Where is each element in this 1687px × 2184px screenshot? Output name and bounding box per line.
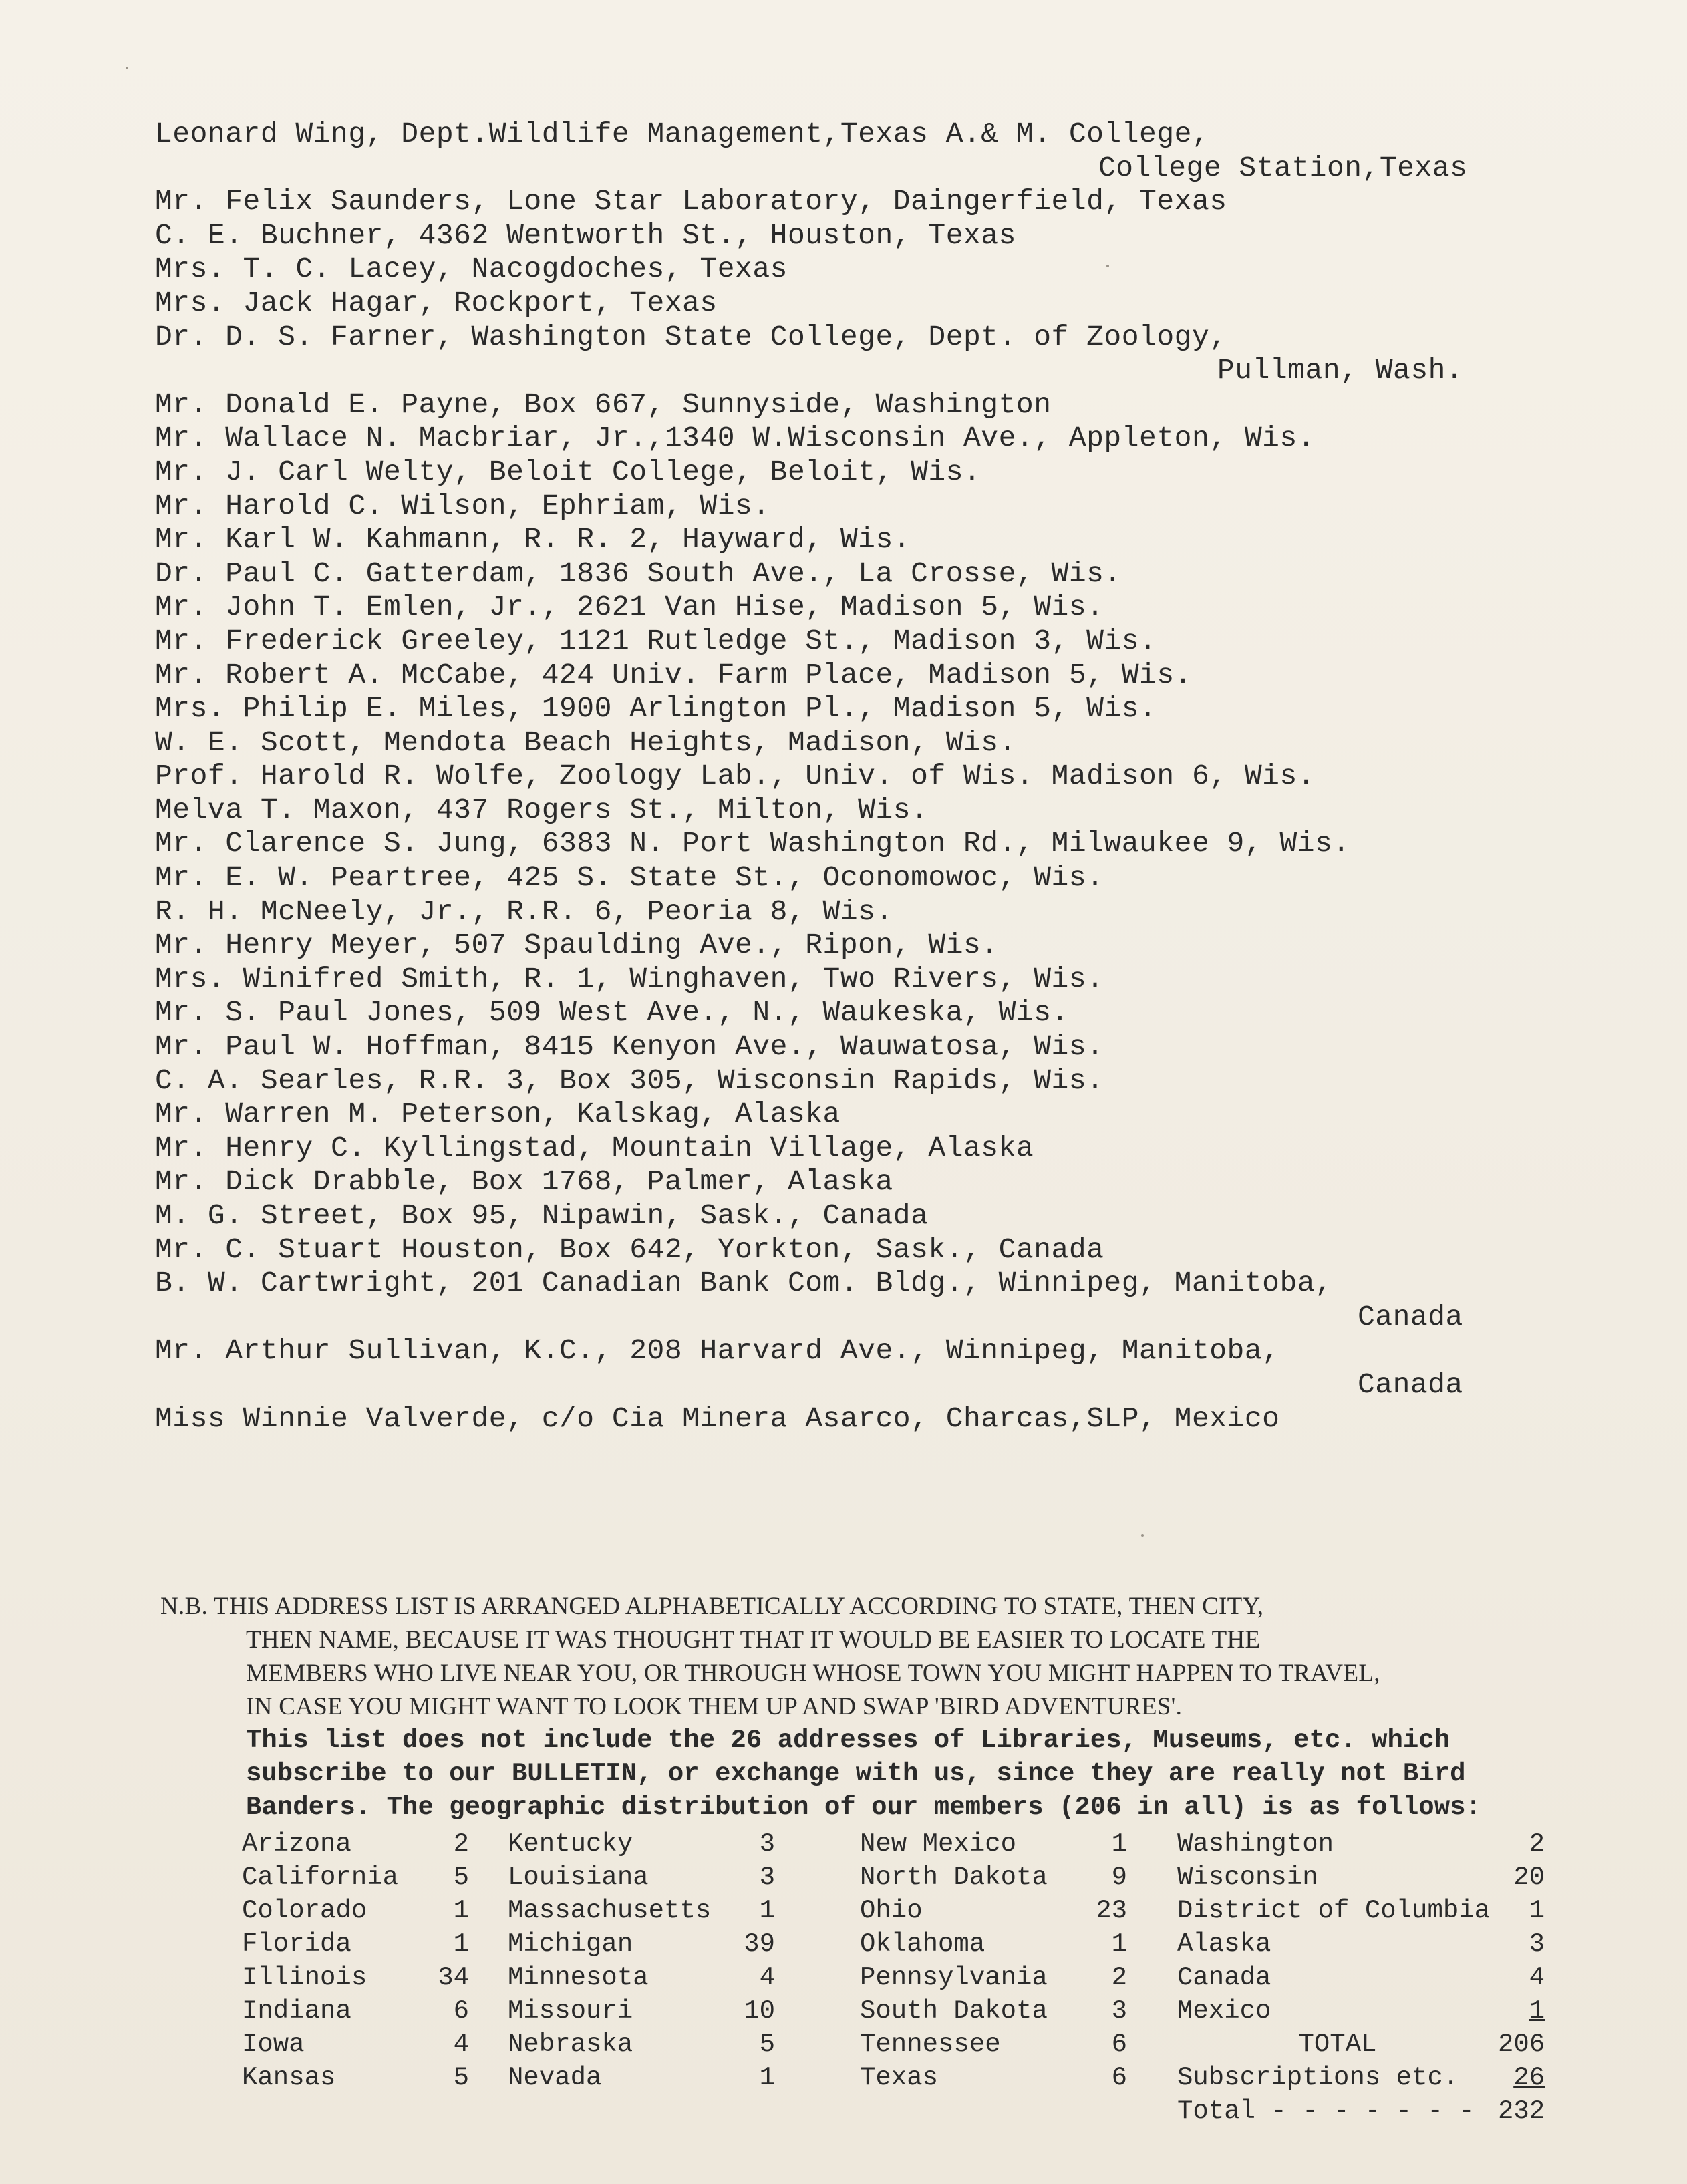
state-name: California	[242, 1863, 399, 1892]
address-line: M. G. Street, Box 95, Nipawin, Sask., Canada	[155, 1199, 929, 1232]
state-name: Pennsylvania	[860, 1963, 1048, 1992]
distribution-row	[1177, 1994, 1551, 2028]
member-count: 1	[1529, 1996, 1545, 2026]
distribution-row	[242, 1827, 482, 1861]
address-line: Mr. Arthur Sullivan, K.C., 208 Harvard Ave., Winnipeg, Manitoba,	[155, 1334, 1280, 1368]
total-label: TOTAL	[1298, 2030, 1377, 2059]
distribution-row	[860, 1961, 1134, 1994]
address-line: B. W. Cartwright, 201 Canadian Bank Com. Bldg., Winnipeg, Manitoba,	[155, 1267, 1333, 1300]
distribution-row	[242, 1961, 482, 1994]
member-count: 1	[1529, 1896, 1545, 1925]
member-count: 1	[759, 2063, 775, 2092]
distribution-row	[1177, 1861, 1551, 1894]
member-count: 2	[1111, 1963, 1127, 1992]
address-continuation: Canada	[1358, 1300, 1463, 1334]
member-count: 1	[1111, 1829, 1127, 1859]
address-line: Prof. Harold R. Wolfe, Zoology Lab., Univ. of Wis. Madison 6, Wis.	[155, 760, 1316, 793]
note-bold-line: Banders. The geographic distribution of our members (206 in all) is as follows:	[246, 1792, 1481, 1822]
address-line: Mr. Wallace N. Macbriar, Jr.,1340 W.Wisconsin Ave., Appleton, Wis.	[155, 422, 1316, 455]
address-line: Mr. Henry C. Kyllingstad, Mountain Village, Alaska	[155, 1131, 1034, 1164]
paper-speck	[1106, 265, 1109, 267]
member-count: 9	[1111, 1863, 1127, 1892]
address-continuation: College Station,Texas	[1098, 151, 1468, 184]
address-line: Mr. Dick Drabble, Box 1768, Palmer, Alaska	[155, 1165, 893, 1199]
distribution-row	[860, 1927, 1134, 1961]
member-count: 3	[1111, 1996, 1127, 2026]
state-name: Washington	[1177, 1829, 1334, 1859]
note-line: THEN NAME, BECAUSE IT WAS THOUGHT THAT IT WOULD BE EASIER TO LOCATE THE	[246, 1626, 1261, 1654]
member-count: 39	[744, 1929, 775, 1959]
distribution-row	[860, 1894, 1134, 1927]
address-line: Mr. John T. Emlen, Jr., 2621 Van Hise, Madison 5, Wis.	[155, 591, 1104, 624]
distribution-row	[1177, 1961, 1551, 1994]
address-line: Mr. Harold C. Wilson, Ephriam, Wis.	[155, 489, 770, 522]
distribution-row	[860, 1827, 1134, 1861]
grand-total-row	[1177, 2094, 1551, 2128]
address-continuation: Canada	[1358, 1368, 1463, 1401]
member-count: 6	[1111, 2063, 1127, 2092]
distribution-row	[242, 1994, 482, 2028]
member-count: 4	[759, 1963, 775, 1992]
member-count: 1	[453, 1896, 469, 1925]
state-name: Iowa	[242, 2030, 305, 2059]
note-line: N.B. THIS ADDRESS LIST IS ARRANGED ALPHABETICALLY ACCORDING TO STATE, THEN CITY,	[160, 1593, 1264, 1620]
address-line: Mr. Karl W. Kahmann, R. R. 2, Hayward, Wis.	[155, 523, 911, 557]
grand-total-value: 232	[1498, 2096, 1545, 2126]
address-list	[155, 118, 1558, 1436]
member-count: 20	[1513, 1863, 1545, 1892]
state-name: Alaska	[1177, 1929, 1271, 1959]
distribution-row	[242, 1927, 482, 1961]
address-line: Leonard Wing, Dept.Wildlife Management,Texas A.& M. College,	[155, 118, 1210, 150]
state-name: Nevada	[508, 2063, 602, 2092]
state-name: Louisiana	[508, 1863, 649, 1892]
address-line: Mrs. Jack Hagar, Rockport, Texas	[155, 286, 718, 319]
address-line: Mrs. Philip E. Miles, 1900 Arlington Pl., Madison 5, Wis.	[155, 692, 1157, 726]
state-name: New Mexico	[860, 1829, 1017, 1859]
state-name: Massachusetts	[508, 1896, 712, 1925]
member-count: 34	[438, 1963, 469, 1992]
member-count: 3	[759, 1863, 775, 1892]
address-line: R. H. McNeely, Jr., R.R. 6, Peoria 8, Wis.	[155, 895, 893, 928]
address-line: Mr. Paul W. Hoffman, 8415 Kenyon Ave., Wauwatosa, Wis.	[155, 1030, 1104, 1064]
address-line: Mr. Warren M. Peterson, Kalskag, Alaska	[155, 1098, 840, 1131]
distribution-row	[242, 1861, 482, 1894]
state-name: Michigan	[508, 1929, 633, 1959]
state-name: Texas	[860, 2063, 939, 2092]
address-line: Mr. Donald E. Payne, Box 667, Sunnyside, Washington	[155, 387, 1052, 421]
distribution-row	[242, 2028, 482, 2061]
member-count: 23	[1096, 1896, 1127, 1925]
distribution-row	[508, 1861, 782, 1894]
address-line: Dr. Paul C. Gatterdam, 1836 South Ave., La Crosse, Wis.	[155, 557, 1122, 590]
address-line: Mr. S. Paul Jones, 509 West Ave., N., Waukeska, Wis.	[155, 996, 1069, 1030]
address-line: W. E. Scott, Mendota Beach Heights, Madison, Wis.	[155, 726, 1016, 759]
subscriptions-label: Subscriptions etc.	[1177, 2063, 1459, 2092]
distribution-row	[508, 1994, 782, 2028]
state-name: Canada	[1177, 1963, 1271, 1992]
distribution-column-4	[1177, 1827, 1551, 2128]
state-name: Tennessee	[860, 2030, 1001, 2059]
address-line: Melva T. Maxon, 437 Rogers St., Milton, Wis.	[155, 793, 929, 826]
member-count: 5	[453, 1863, 469, 1892]
paper-speck	[1141, 1534, 1144, 1537]
distribution-row	[242, 2061, 482, 2094]
address-line: C. E. Buchner, 4362 Wentworth St., Houston, Texas	[155, 218, 1016, 252]
address-line: Mr. E. W. Peartree, 425 S. State St., Oconomowoc, Wis.	[155, 861, 1104, 895]
member-count: 3	[1529, 1929, 1545, 1959]
state-name: Mexico	[1177, 1996, 1271, 2026]
address-line: Mr. Frederick Greeley, 1121 Rutledge St., Madison 3, Wis.	[155, 624, 1157, 657]
distribution-row	[860, 2061, 1134, 2094]
member-count: 10	[744, 1996, 775, 2026]
distribution-row	[508, 2028, 782, 2061]
member-count: 3	[759, 1829, 775, 1859]
total-row	[1177, 2028, 1551, 2061]
state-name: Ohio	[860, 1896, 923, 1925]
distribution-column-1	[242, 1827, 482, 2094]
address-line: Dr. D. S. Farner, Washington State College, Dept. of Zoology,	[155, 320, 1227, 353]
note-bold-line: subscribe to our BULLETIN, or exchange with us, since they are really not Bird	[246, 1759, 1466, 1788]
member-count: 2	[1529, 1829, 1545, 1859]
state-name: Arizona	[242, 1829, 351, 1859]
paper-speck	[126, 67, 128, 69]
distribution-row	[1177, 1927, 1551, 1961]
subscriptions-row	[1177, 2061, 1551, 2094]
state-name: Minnesota	[508, 1963, 649, 1992]
distribution-row	[508, 1827, 782, 1861]
address-line: Mrs. T. C. Lacey, Nacogdoches, Texas	[155, 253, 788, 286]
state-name: Nebraska	[508, 2030, 633, 2059]
address-line: C. A. Searles, R.R. 3, Box 305, Wisconsin Rapids, Wis.	[155, 1064, 1104, 1097]
state-name: Indiana	[242, 1996, 351, 2026]
member-count: 1	[759, 1896, 775, 1925]
grand-total-label: Total - - - - - - -	[1177, 2096, 1475, 2126]
address-line: Mr. J. Carl Welty, Beloit College, Beloit, Wis.	[155, 455, 981, 488]
member-count: 6	[1111, 2030, 1127, 2059]
address-line: Mrs. Winifred Smith, R. 1, Winghaven, Two Rivers, Wis.	[155, 962, 1104, 995]
state-name: Wisconsin	[1177, 1863, 1318, 1892]
state-name: South Dakota	[860, 1996, 1048, 2026]
distribution-row	[860, 2028, 1134, 2061]
member-count: 6	[453, 1996, 469, 2026]
state-name: Florida	[242, 1929, 351, 1959]
state-name: Oklahoma	[860, 1929, 985, 1959]
note-line: MEMBERS WHO LIVE NEAR YOU, OR THROUGH WHOSE TOWN YOU MIGHT HAPPEN TO TRAVEL,	[246, 1660, 1380, 1687]
member-count: 4	[453, 2030, 469, 2059]
address-line: Mr. Clarence S. Jung, 6383 N. Port Washington Rd., Milwaukee 9, Wis.	[155, 827, 1350, 861]
state-name: Missouri	[508, 1996, 633, 2026]
address-line: Miss Winnie Valverde, c/o Cia Minera Asarco, Charcas,SLP, Mexico	[155, 1402, 1280, 1435]
distribution-row	[508, 1927, 782, 1961]
total-value: 206	[1498, 2030, 1545, 2059]
note-bold-line: This list does not include the 26 addresses of Libraries, Museums, etc. which	[246, 1726, 1450, 1755]
state-name: Kentucky	[508, 1829, 633, 1859]
member-count: 5	[453, 2063, 469, 2092]
distribution-column-2	[508, 1827, 782, 2094]
subscriptions-value: 26	[1513, 2063, 1545, 2092]
distribution-column-3	[860, 1827, 1134, 2094]
address-line: Mr. Felix Saunders, Lone Star Laboratory, Daingerfield, Texas	[155, 185, 1227, 218]
state-name: Illinois	[242, 1963, 367, 1992]
distribution-row	[1177, 1894, 1551, 1927]
note-block	[160, 1590, 1563, 1824]
distribution-row	[860, 1994, 1134, 2028]
state-name: Kansas	[242, 2063, 336, 2092]
address-line: Mr. Henry Meyer, 507 Spaulding Ave., Ripon, Wis.	[155, 929, 999, 962]
note-line: IN CASE YOU MIGHT WANT TO LOOK THEM UP AND SWAP 'BIRD ADVENTURES'.	[246, 1693, 1183, 1720]
member-count: 4	[1529, 1963, 1545, 1992]
member-count: 5	[759, 2030, 775, 2059]
member-count: 2	[453, 1829, 469, 1859]
address-continuation: Pullman, Wash.	[1217, 354, 1464, 387]
state-name: District of Columbia	[1177, 1896, 1491, 1925]
distribution-row	[508, 1961, 782, 1994]
state-name: North Dakota	[860, 1863, 1048, 1892]
state-name: Colorado	[242, 1896, 367, 1925]
distribution-row	[508, 2061, 782, 2094]
address-line: Mr. Robert A. McCabe, 424 Univ. Farm Place, Madison 5, Wis.	[155, 658, 1192, 691]
distribution-row	[508, 1894, 782, 1927]
distribution-row	[242, 1894, 482, 1927]
address-line: Mr. C. Stuart Houston, Box 642, Yorkton, Sask., Canada	[155, 1233, 1104, 1266]
distribution-row	[1177, 1827, 1551, 1861]
distribution-row	[860, 1861, 1134, 1894]
member-count: 1	[453, 1929, 469, 1959]
member-count: 1	[1111, 1929, 1127, 1959]
